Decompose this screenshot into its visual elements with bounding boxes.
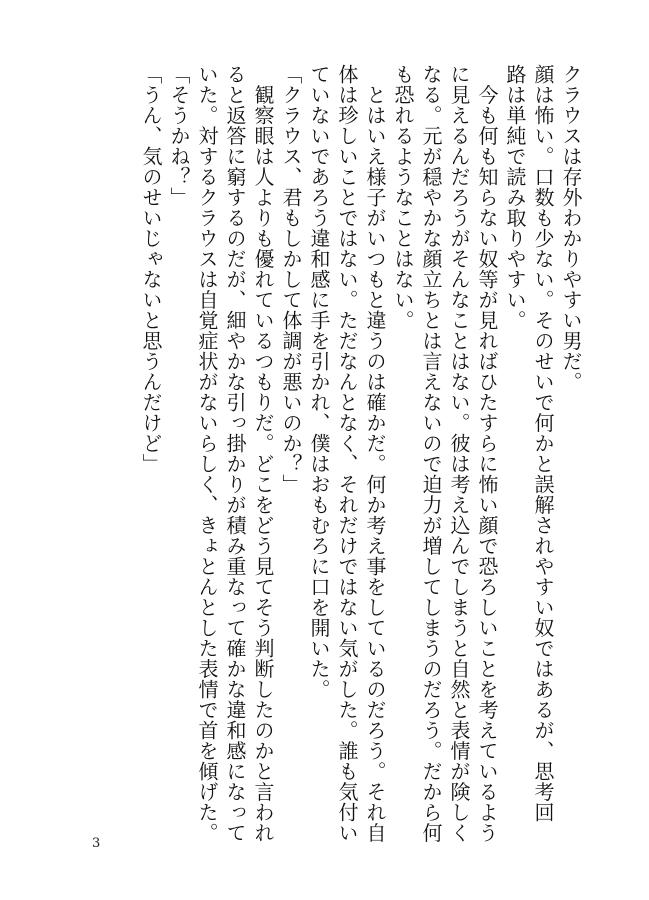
text-line: とはいえ様子がいつもと違うのは確かだ。何か考え事をしているのだろう。それ自 [363,64,387,843]
text-line: 「うん、気のせいじゃないと思うんだけど」 [139,64,163,474]
text-line: ていないであろう違和感に手を引かれ、僕はおもむろに口を開いた。 [307,64,331,700]
text-line: 「そうかね？」 [167,64,191,208]
text-line: 顔は怖い。口数も少ない。そのせいで何かと誤解されやすい奴ではあるが、思考回 [531,64,555,823]
text-line: 体は珍しいことではない。ただなんとなく、それだけではない気がした。誰も気付い [335,64,359,843]
text-line: 観察眼は人よりも優れているつもりだ。どこをどう見てそう判断したのかと言われ [251,64,275,843]
text-line: ると返答に窮するのだが、細やかな引っ掛かりが積み重なって確かな違和感になって [223,64,247,843]
page-number: 3 [92,836,101,851]
text-line: いた。対するクラウスは自覚症状がないらしく、きょとんとした表情で首を傾げた。 [195,64,219,843]
text-line: も恐れるようなことはない。 [391,64,415,331]
text-line: 今も何も知らない奴等が見ればひたすらに怖い顔で恐ろしいことを考えているよう [475,64,499,843]
text-line: なる。元が穏やかな顔立ちとは言えないので迫力が増してしまうのだろう。だから何 [419,64,443,843]
text-line: 路は単純で読み取りやすい。 [503,64,527,331]
text-line: 「クラウス、君もしかして体調が悪いのか？」 [279,64,303,495]
vertical-text-body [137,64,585,844]
text-line: に見えるんだろうがそんなことはない。彼は考え込んでしまうと自然と表情が険しく [447,64,471,843]
text-line: クラウスは存外わかりやすい男だ。 [559,64,583,392]
